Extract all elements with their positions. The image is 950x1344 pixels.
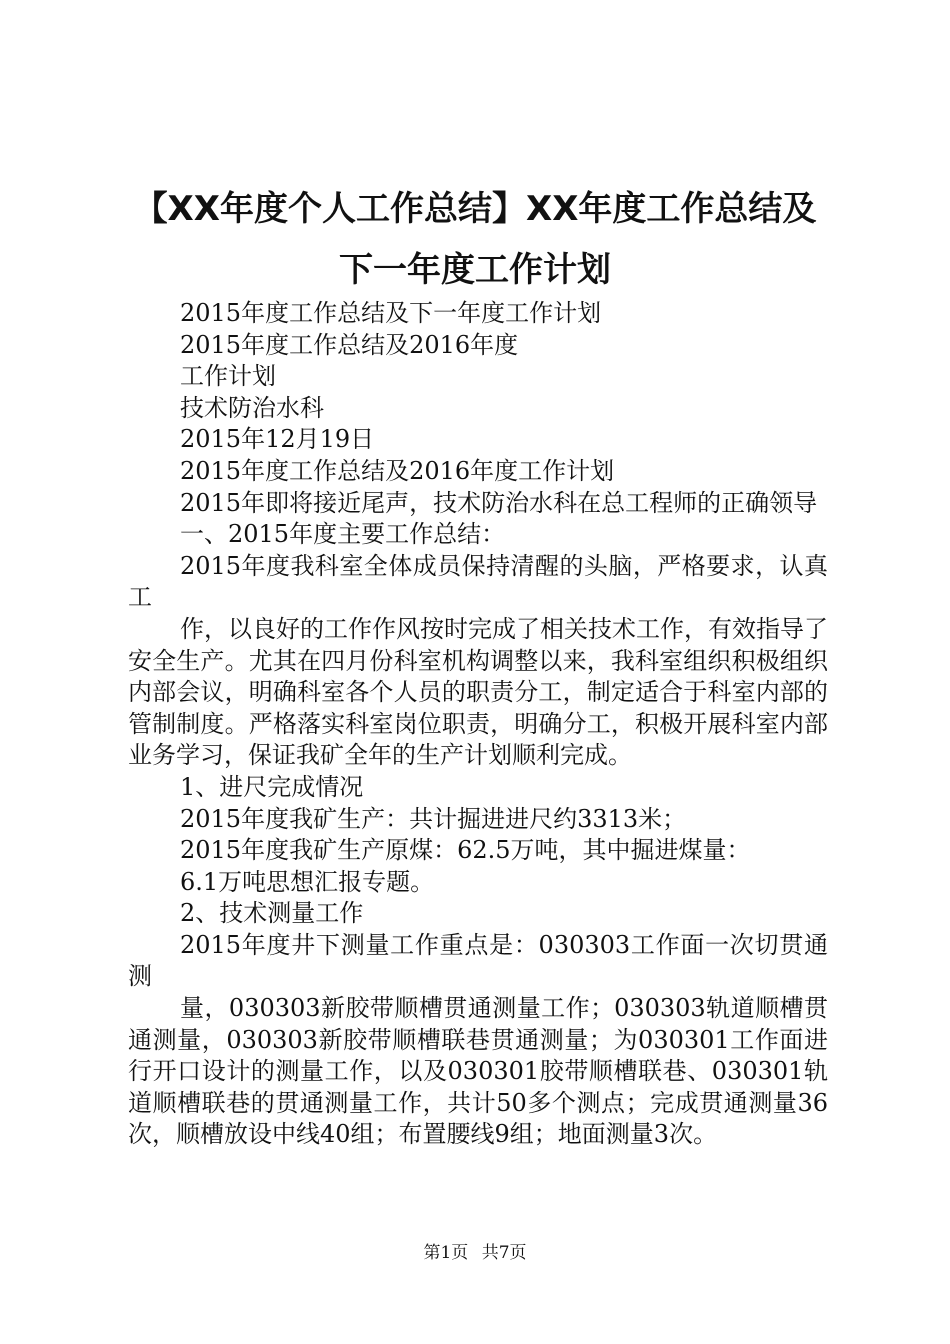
document-title-line-1: 【XX年度个人工作总结】XX年度工作总结及 [133,189,817,229]
paragraph: 6.1万吨思想汇报专题。 [180,867,435,896]
paragraph: 2015年度井下测量工作重点是：030303工作面一次切贯通测 [128,930,828,991]
subsection-heading: 2、技术测量工作 [180,899,364,928]
paragraph: 2015年度工作总结及2016年度 [180,330,519,359]
document-body [128,298,828,1151]
paragraph: 工作计划 [180,362,276,391]
paragraph: 量，030303新胶带顺槽贯通测量工作；030303轨道顺槽贯通测量，030303新胶带顺槽联巷贯通测量；为030301工作面进行开口设计的测量工作，以及030301胶带顺槽联巷、030301轨道顺槽联巷的贯通测量工作，共计50多个测点；完成贯通测量36次，顺槽放设中线40组；布置腰线9组；地面测量3次。 [128,994,828,1149]
paragraph: 2015年度工作总结及2016年度工作计划 [180,456,615,485]
paragraph: 作，以良好的工作作风按时完成了相关技术工作，有效指导了安全生产。尤其在四月份科室机构调整以来，我科室组织积极组织内部会议，明确科室各个人员的职责分工，制定适合于科室内部的管制制度。严格落实科室岗位职责，明确分工，积极开展科室内部业务学习，保证我矿全年的生产计划顺利完成。 [128,614,828,770]
paragraph: 2015年度我科室全体成员保持清醒的头脑，严格要求，认真工 [128,551,828,612]
paragraph: 2015年度工作总结及下一年度工作计划 [180,299,602,327]
paragraph: 技术防治水科 [180,393,324,422]
page-number: 第1页 [423,1243,469,1263]
paragraph: 2015年度我矿生产原煤：62.5万吨，其中掘进煤量： [180,836,751,865]
page-total: 共7页 [481,1243,527,1263]
paragraph: 2015年即将接近尾声，技术防治水科在总工程师的正确领导 [180,488,818,517]
page-footer [0,1242,950,1264]
paragraph: 2015年12月19日 [180,425,375,454]
paragraph: 2015年度我矿生产：共计掘进进尺约3313米； [180,804,687,833]
subsection-heading: 1、进尺完成情况 [180,772,364,801]
document-title-line-2: 下一年度工作计划 [339,250,611,290]
section-heading: 一、2015年度主要工作总结： [180,520,506,549]
